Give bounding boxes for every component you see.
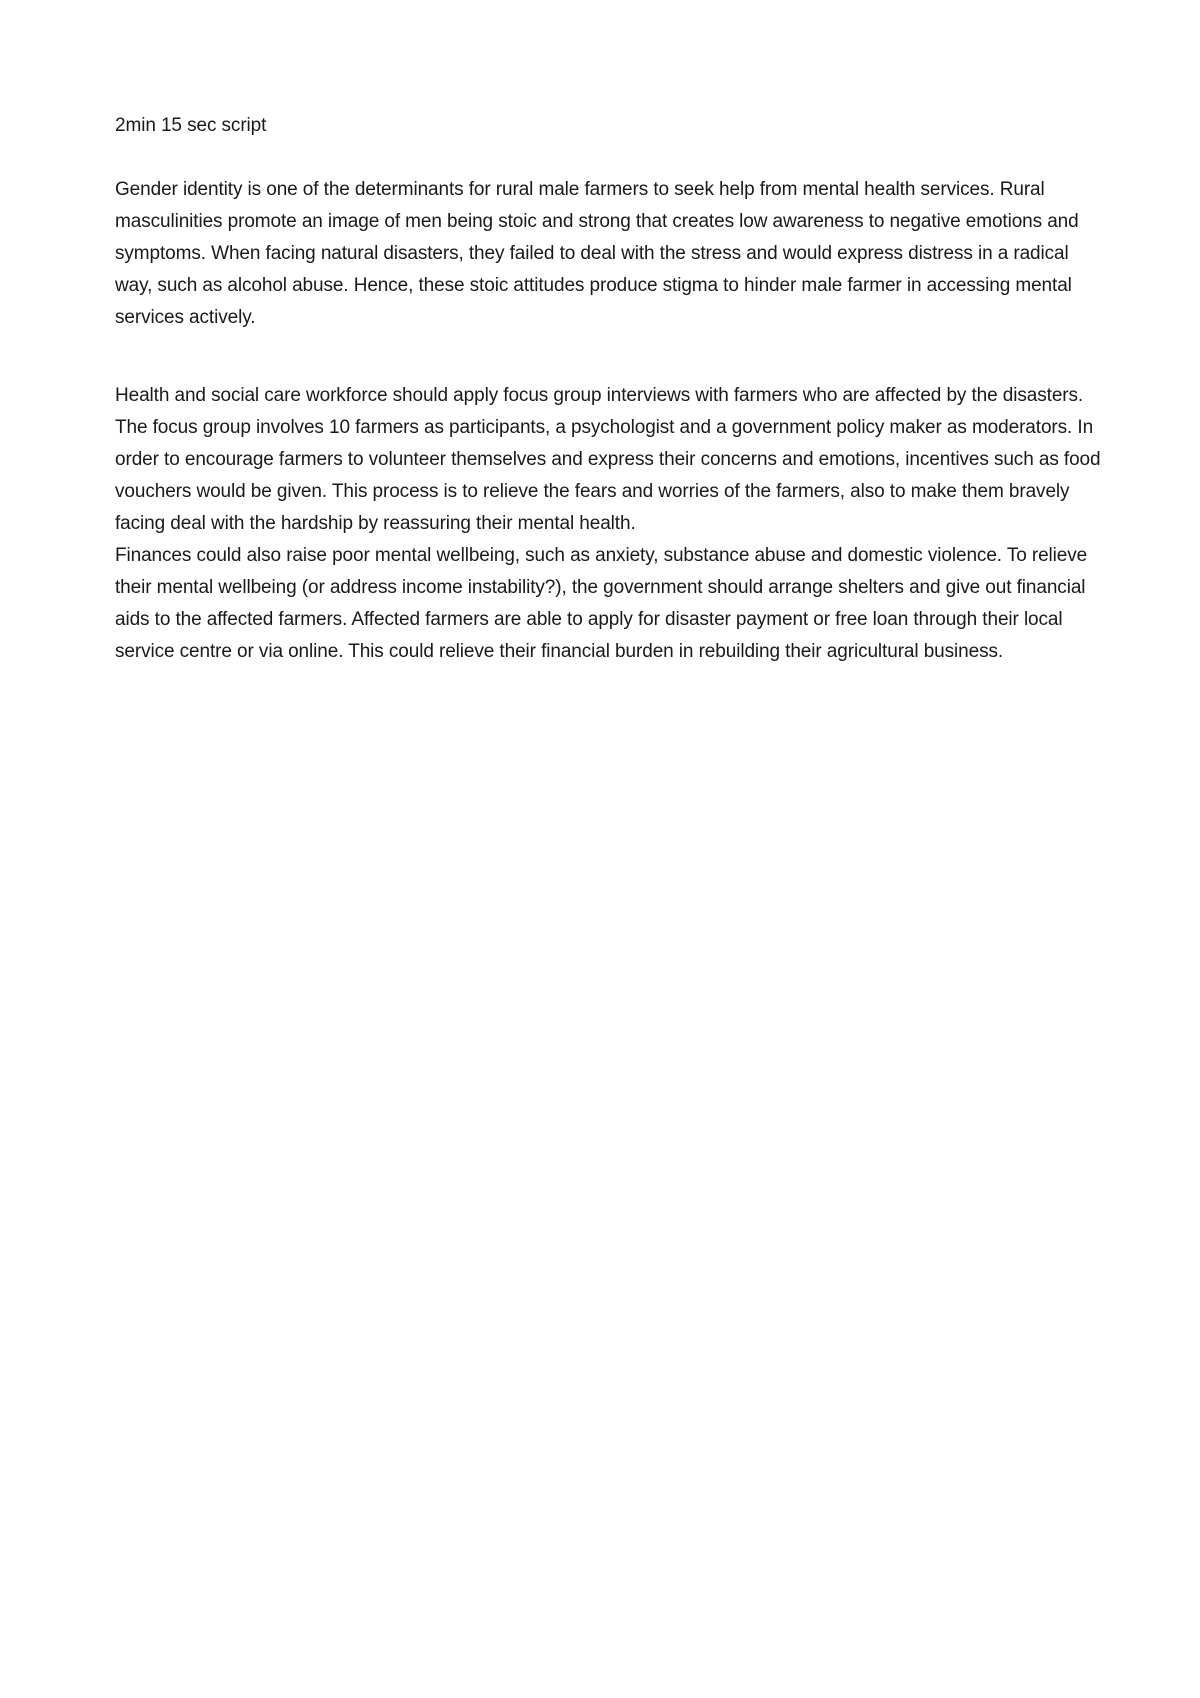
paragraph-focus-group: Health and social care workforce should apply focus group interviews with farmers who are affected by the disasters. The focus group involves 10 farmers as participants, a psychologist and a government policy maker as moderators. In order to encourage farmers to volunteer themselves and express their concerns and emotions, incentives such as food vouchers would be given. This process is to relieve the fears and worries of the farmers, also to make them bravely facing deal with the hardship by reassuring their mental health. xyxy=(115,385,1101,534)
paragraph-finances: Finances could also raise poor mental wellbeing, such as anxiety, substance abuse and domestic violence. To relieve their mental wellbeing (or address income instability?), the government should arrange shelters and give out financial aids to the affected farmers. Affected farmers are able to apply for disaster payment or free loan through their local service centre or via online. This could relieve their financial burden in rebuilding their agricultural business. xyxy=(115,545,1088,662)
document-title: 2min 15 sec script xyxy=(115,115,267,136)
paragraph-gender-identity: Gender identity is one of the determinants for rural male farmers to seek help from mental health services. Rural masculinities promote an image of men being stoic and strong that creates low awareness to negative emotions and symptoms. When facing natural disasters, they failed to deal with the stress and would express distress in a radical way, such as alcohol abuse. Hence, these stoic attitudes produce stigma to hinder male farmer in accessing mental services actively. xyxy=(115,179,1079,328)
document-body xyxy=(115,110,1105,668)
